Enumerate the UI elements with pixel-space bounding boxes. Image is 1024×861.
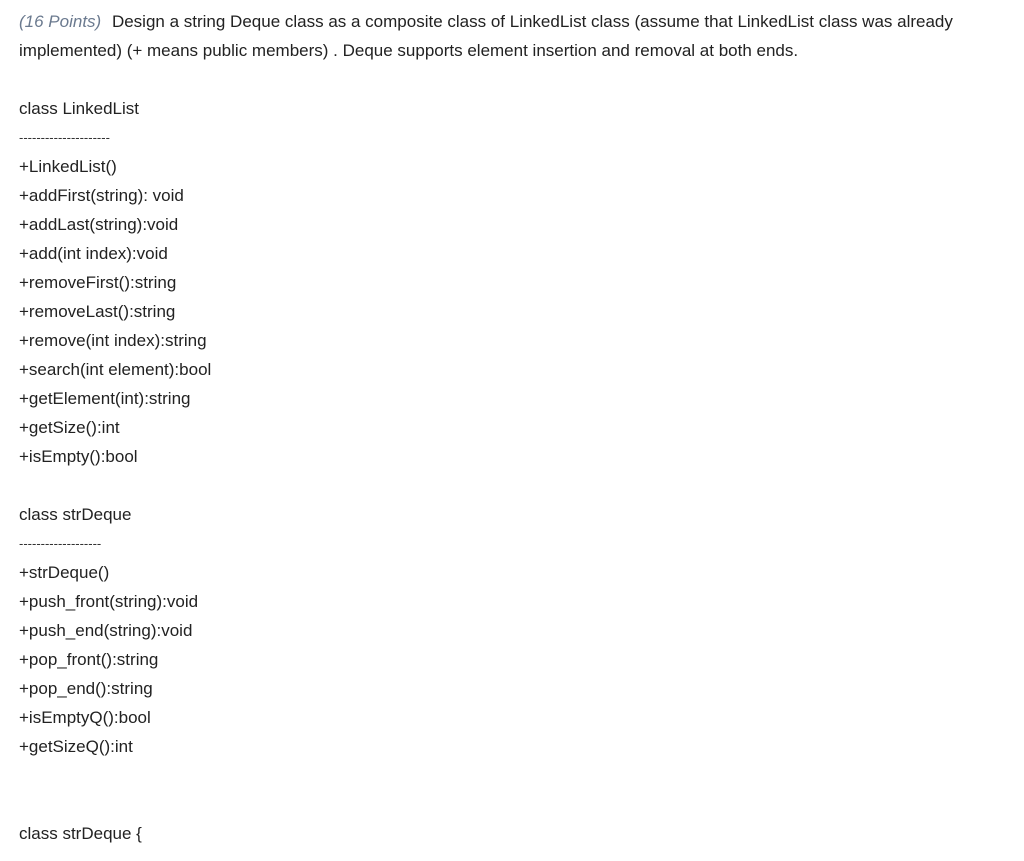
question-text: Design a string Deque class as a composite class of LinkedList class (assume that LinkedList class was already implemented) (+ means public members) . Deque supports element insertion and removal at both ends. [19, 12, 953, 60]
linkedlist-member: +add(int index):void [19, 244, 168, 263]
strdeque-member: +push_front(string):void [19, 592, 199, 611]
linkedlist-separator: --------------------- [19, 130, 110, 145]
linkedlist-member: +removeFirst():string [19, 273, 177, 292]
linkedlist-member: +getSize():int [19, 418, 120, 437]
spacer [19, 761, 1009, 819]
strdeque-member: +push_end(string):void [19, 621, 193, 640]
linkedlist-member: +removeLast():string [19, 302, 176, 321]
strdeque-member: +strDeque() [19, 563, 110, 582]
linkedlist-member: +addLast(string):void [19, 215, 179, 234]
strdeque-member: +pop_front():string [19, 650, 159, 669]
linkedlist-member: +isEmpty():bool [19, 447, 138, 466]
strdeque-member: +getSizeQ():int [19, 737, 133, 756]
strdeque-member: +isEmptyQ():bool [19, 708, 151, 727]
question-prompt [19, 7, 1009, 65]
strdeque-class-header: class strDeque [19, 505, 132, 524]
linkedlist-member: +addFirst(string): void [19, 186, 184, 205]
points-label: (16 Points) [19, 12, 102, 31]
spacer [19, 471, 1009, 500]
code-start-line: class strDeque { [19, 824, 142, 843]
strdeque-separator: ------------------- [19, 536, 102, 551]
question-block [19, 7, 1009, 848]
linkedlist-member: +search(int element):bool [19, 360, 212, 379]
strdeque-member: +pop_end():string [19, 679, 153, 698]
linkedlist-member: +getElement(int):string [19, 389, 191, 408]
linkedlist-class-header: class LinkedList [19, 99, 140, 118]
linkedlist-member: +LinkedList() [19, 157, 117, 176]
linkedlist-member: +remove(int index):string [19, 331, 207, 350]
spacer [19, 65, 1009, 94]
